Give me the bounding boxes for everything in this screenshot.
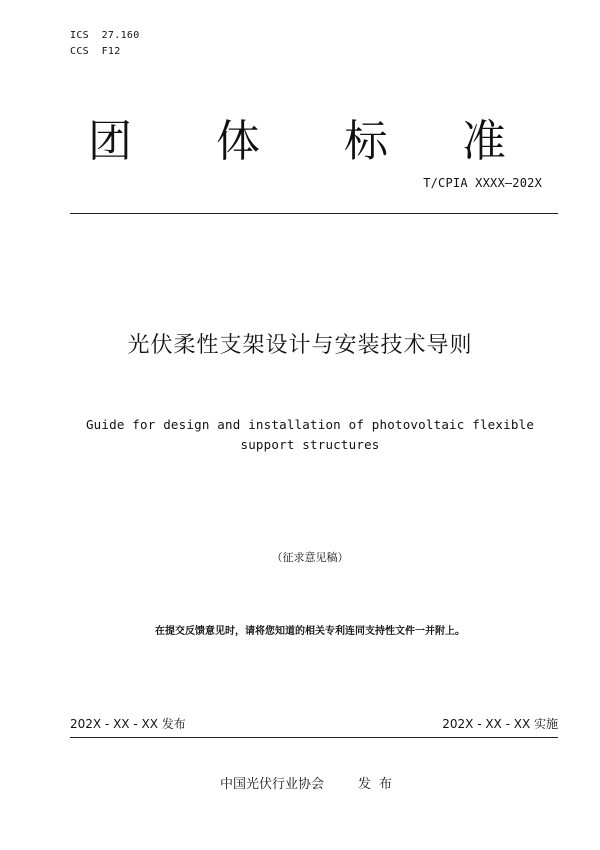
- ics-code: ICS 27.160: [70, 30, 140, 41]
- heading-char: 标: [344, 116, 388, 167]
- heading-char: 体: [216, 116, 260, 167]
- standard-number: T/CPIA XXXX—202X: [423, 176, 542, 190]
- header-divider: [70, 213, 558, 214]
- publisher-name: 中国光伏行业协会: [220, 777, 325, 792]
- group-standard-heading: [70, 116, 510, 176]
- heading-char: 团: [88, 116, 132, 167]
- implement-date: 202X - XX - XX 实施: [442, 717, 558, 731]
- publish-date: 202X - XX - XX 发布: [70, 717, 186, 731]
- draft-status: （征求意见稿）: [271, 551, 349, 564]
- footer-divider: [70, 737, 558, 738]
- document-title-cn: 光伏柔性支架设计与安装技术导则: [127, 333, 473, 358]
- patent-notice: 在提交反馈意见时，请将您知道的相关专利连同支持性文件一并附上。: [155, 626, 465, 637]
- ccs-code: CCS F12: [70, 46, 121, 57]
- heading-char: 准: [462, 116, 506, 167]
- publish-label: 发布: [358, 777, 401, 792]
- document-title-en: Guide for design and installation of photovoltaic flexible support structures: [85, 417, 535, 452]
